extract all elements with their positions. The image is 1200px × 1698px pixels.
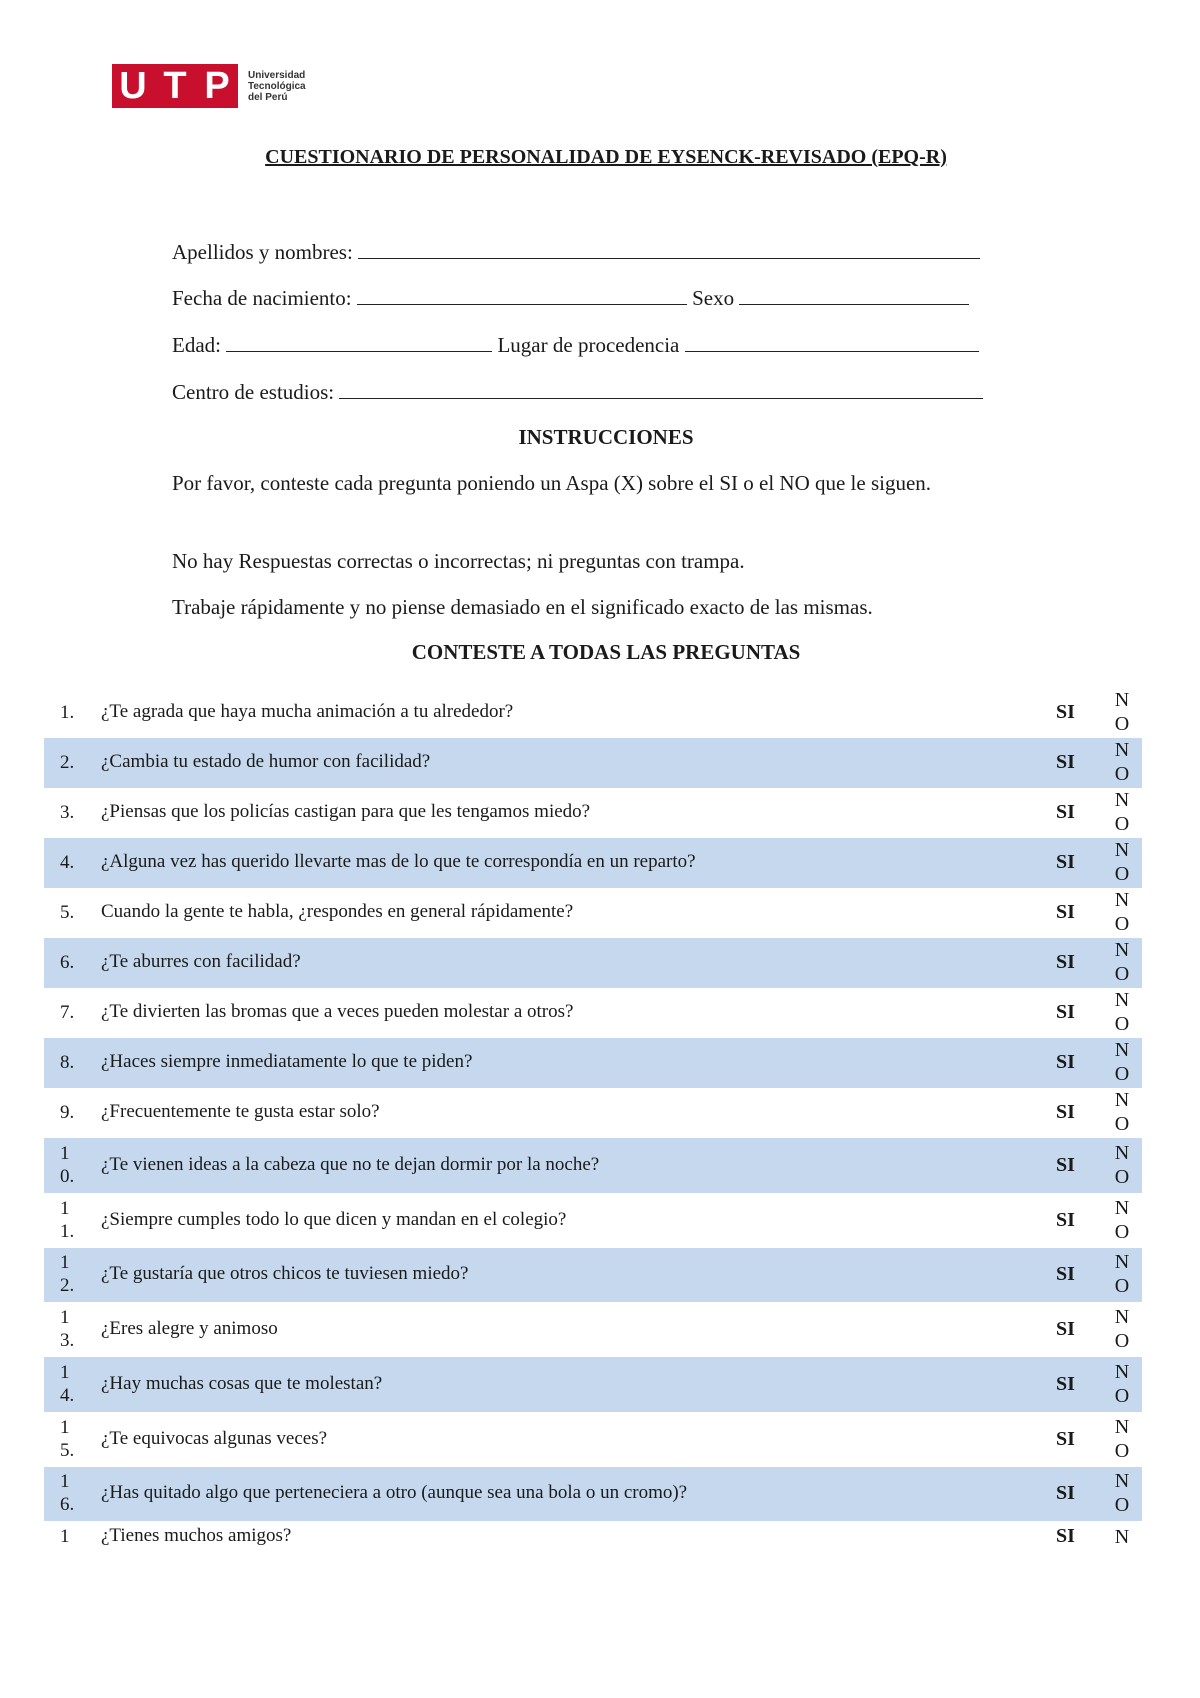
school-line — [339, 378, 983, 399]
question-text: ¿Siempre cumples todo lo que dicen y mandan en el colegio? — [101, 1209, 567, 1230]
question-row — [44, 1412, 1142, 1467]
answer-si[interactable]: SI — [1056, 1263, 1075, 1285]
utp-logo — [112, 64, 306, 108]
logo-letter: T — [163, 64, 187, 107]
answer-si[interactable]: SI — [1056, 851, 1075, 873]
logo-text-line: Tecnológica — [248, 80, 306, 92]
question-text: ¿Cambia tu estado de humor con facilidad? — [101, 751, 431, 772]
question-text: ¿Te aburres con facilidad? — [101, 951, 301, 972]
logo-text-line: del Perú — [248, 91, 288, 103]
question-number: 5. — [60, 902, 75, 923]
question-number: 6. — [60, 952, 75, 973]
question-number: 14. — [60, 1362, 75, 1406]
answer-no[interactable]: NO — [1114, 1416, 1130, 1462]
birth-line — [357, 284, 687, 305]
instruction-paragraph: Trabaje rápidamente y no piense demasiado en el significado exacto de las mismas. — [172, 595, 873, 619]
question-number: 15. — [60, 1417, 75, 1461]
answer-no[interactable]: NO — [1114, 989, 1130, 1035]
logo-letter: U — [119, 64, 147, 107]
school-label: Centro de estudios: — [172, 380, 335, 404]
sex-label: Sexo — [692, 286, 735, 310]
answer-si[interactable]: SI — [1056, 901, 1075, 923]
answer-si[interactable]: SI — [1056, 1101, 1075, 1123]
answer-si[interactable]: SI — [1056, 1482, 1075, 1504]
question-text: ¿Frecuentemente te gusta estar solo? — [101, 1101, 380, 1122]
answer-no[interactable]: NO — [1114, 789, 1130, 835]
question-row — [44, 738, 1142, 788]
names-label: Apellidos y nombres: — [172, 240, 353, 264]
question-row — [44, 1467, 1142, 1521]
answer-si[interactable]: SI — [1056, 751, 1075, 773]
question-text: ¿Haces siempre inmediatamente lo que te piden? — [101, 1051, 473, 1072]
answer-si[interactable]: SI — [1056, 1318, 1075, 1340]
logo-letter: P — [204, 64, 230, 107]
answer-si[interactable]: SI — [1056, 801, 1075, 823]
question-text: ¿Eres alegre y animoso — [101, 1318, 278, 1339]
question-number: 16. — [60, 1471, 75, 1515]
instruction-paragraph: No hay Respuestas correctas o incorrectas; ni preguntas con trampa. — [172, 549, 745, 573]
question-number: 9. — [60, 1102, 75, 1123]
question-number: 3. — [60, 802, 75, 823]
answer-si[interactable]: SI — [1056, 1209, 1075, 1231]
origin-line — [685, 331, 979, 352]
answer-no[interactable]: NO — [1114, 1197, 1130, 1243]
answer-no[interactable]: NO — [1114, 839, 1130, 885]
answer-si[interactable]: SI — [1056, 1525, 1075, 1547]
birth-sex-field — [172, 284, 969, 311]
age-origin-field — [172, 331, 979, 358]
question-text: ¿Alguna vez has querido llevarte mas de lo que te correspondía en un reparto? — [101, 851, 696, 872]
question-row — [44, 688, 1142, 738]
question-text: ¿Te equivocas algunas veces? — [101, 1428, 328, 1449]
answer-no[interactable]: NO — [1114, 939, 1130, 985]
question-row — [44, 1088, 1142, 1138]
answer-no[interactable]: NO — [1114, 1306, 1130, 1352]
question-number: 12. — [60, 1252, 75, 1296]
question-text: ¿Hay muchas cosas que te molestan? — [101, 1373, 383, 1394]
answer-no[interactable]: NO — [1114, 1361, 1130, 1407]
question-row — [44, 838, 1142, 888]
logo-text-line: Universidad — [248, 69, 306, 81]
answer-no[interactable]: NO — [1114, 1251, 1130, 1297]
names-line — [358, 238, 980, 259]
names-field — [172, 238, 980, 265]
age-label: Edad: — [172, 333, 221, 357]
question-row — [44, 1038, 1142, 1088]
question-number: 1. — [60, 702, 75, 723]
document-title: CUESTIONARIO DE PERSONALIDAD DE EYSENCK-REVISADO (EPQ-R) — [265, 146, 947, 168]
question-text: ¿Te divierten las bromas que a veces pueden molestar a otros? — [101, 1001, 574, 1022]
school-field — [172, 378, 983, 405]
questions-heading: CONTESTE A TODAS LAS PREGUNTAS — [411, 640, 801, 664]
answer-si[interactable]: SI — [1056, 701, 1075, 723]
answer-si[interactable]: SI — [1056, 1154, 1075, 1176]
birth-label: Fecha de nacimiento: — [172, 286, 352, 310]
answer-no[interactable]: NO — [1114, 689, 1130, 735]
question-row — [44, 888, 1142, 938]
answer-si[interactable]: SI — [1056, 1373, 1075, 1395]
answer-si[interactable]: SI — [1056, 1428, 1075, 1450]
answer-no[interactable]: NO — [1114, 739, 1130, 785]
answer-no[interactable]: NO — [1114, 1039, 1130, 1085]
answer-no[interactable]: N — [1114, 1526, 1130, 1548]
question-number: 1 — [60, 1526, 70, 1547]
question-number: 10. — [60, 1143, 75, 1187]
sex-line — [739, 284, 969, 305]
question-number: 13. — [60, 1307, 75, 1351]
answer-no[interactable]: NO — [1114, 1089, 1130, 1135]
question-row — [44, 938, 1142, 988]
question-number: 11. — [60, 1198, 75, 1242]
age-line — [226, 331, 492, 352]
question-number: 8. — [60, 1052, 75, 1073]
question-text: ¿Has quitado algo que perteneciera a otro (aunque sea una bola o un cromo)? — [101, 1482, 688, 1503]
logo-mark — [112, 64, 238, 108]
answer-no[interactable]: NO — [1114, 1142, 1130, 1188]
answer-no[interactable]: NO — [1114, 1470, 1130, 1516]
question-text: ¿Piensas que los policías castigan para que les tengamos miedo? — [101, 801, 591, 822]
question-number: 2. — [60, 752, 75, 773]
answer-si[interactable]: SI — [1056, 1051, 1075, 1073]
question-text: ¿Te vienen ideas a la cabeza que no te dejan dormir por la noche? — [101, 1154, 600, 1175]
instructions-heading: INSTRUCCIONES — [518, 425, 694, 449]
question-number: 7. — [60, 1002, 75, 1023]
question-text: ¿Te gustaría que otros chicos te tuviesen miedo? — [101, 1263, 469, 1284]
question-row — [44, 1138, 1142, 1193]
question-number: 4. — [60, 852, 75, 873]
answer-no[interactable]: NO — [1114, 889, 1130, 935]
question-text: ¿Te agrada que haya mucha animación a tu alrededor? — [101, 701, 514, 722]
question-row — [44, 1357, 1142, 1412]
question-text: Cuando la gente te habla, ¿respondes en general rápidamente? — [101, 901, 574, 922]
origin-label: Lugar de procedencia — [497, 333, 680, 357]
answer-si[interactable]: SI — [1056, 951, 1075, 973]
question-row — [44, 1521, 1142, 1551]
question-row — [44, 1248, 1142, 1302]
question-row — [44, 788, 1142, 838]
question-row — [44, 1193, 1142, 1248]
instruction-paragraph: Por favor, conteste cada pregunta poniendo un Aspa (X) sobre el SI o el NO que le siguen. — [172, 471, 932, 495]
answer-si[interactable]: SI — [1056, 1001, 1075, 1023]
question-text: ¿Tienes muchos amigos? — [101, 1525, 292, 1546]
question-row — [44, 1302, 1142, 1357]
question-row — [44, 988, 1142, 1038]
logo-text — [248, 70, 306, 103]
